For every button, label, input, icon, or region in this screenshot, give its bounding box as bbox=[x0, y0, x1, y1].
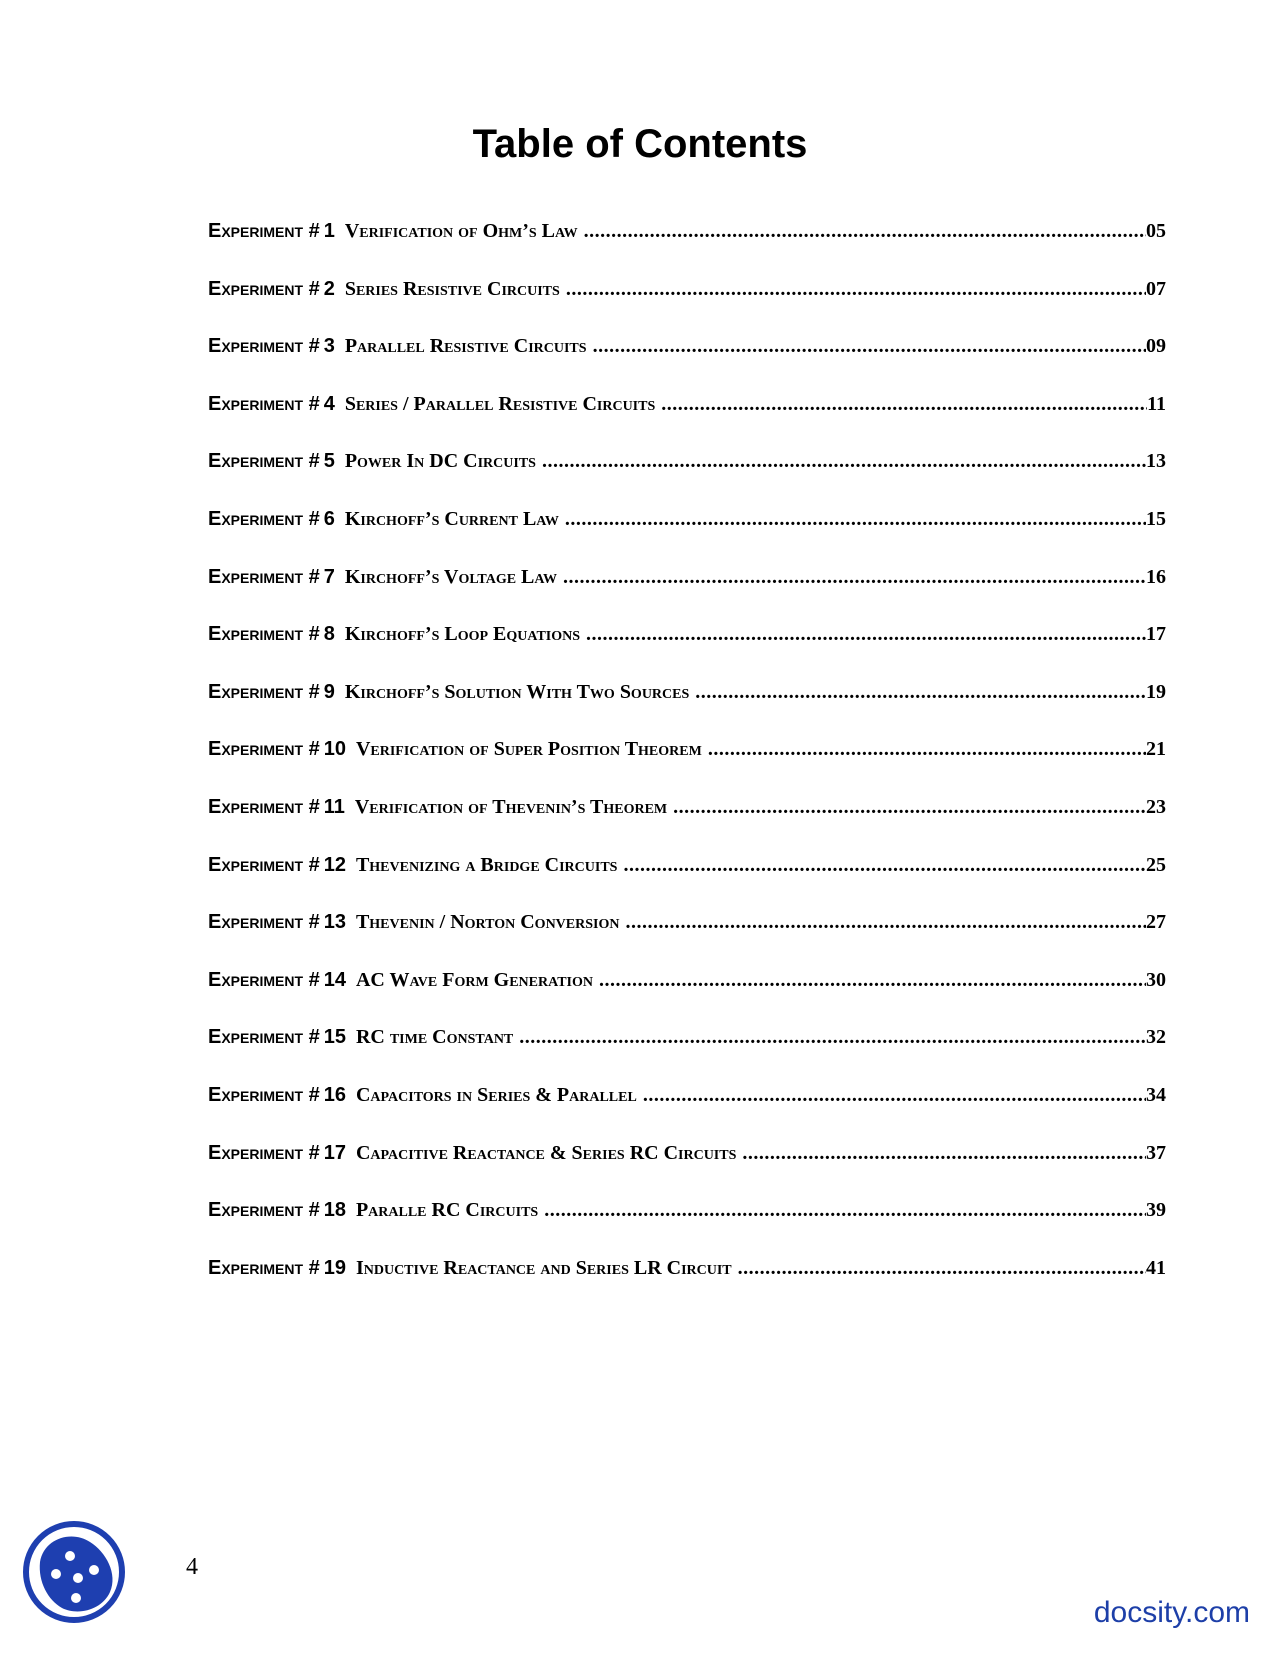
experiment-title: Kirchoff’s Current Law bbox=[344, 507, 559, 530]
dot-leader bbox=[695, 681, 1146, 704]
docsity-logo-icon bbox=[22, 1516, 132, 1626]
table-of-contents bbox=[208, 220, 1166, 1314]
experiment-number: 18 bbox=[323, 1199, 346, 1222]
page-ref: 27 bbox=[1146, 911, 1166, 934]
page-ref: 21 bbox=[1146, 738, 1166, 761]
dot-leader bbox=[565, 508, 1146, 531]
page-ref: 19 bbox=[1146, 680, 1166, 703]
experiment-label bbox=[208, 278, 345, 301]
dot-leader bbox=[738, 1257, 1146, 1280]
experiment-label bbox=[208, 1257, 356, 1280]
experiment-label bbox=[208, 911, 356, 934]
page-ref: 32 bbox=[1146, 1026, 1166, 1049]
page-ref: 17 bbox=[1146, 623, 1166, 646]
experiment-prefix: Experiment # bbox=[208, 1083, 320, 1106]
dot-leader bbox=[586, 623, 1146, 646]
experiment-prefix: Experiment # bbox=[208, 853, 320, 876]
dot-leader bbox=[563, 566, 1146, 589]
dot-leader bbox=[673, 796, 1146, 819]
experiment-title: Capacitors in Series & Parallel bbox=[355, 1083, 637, 1106]
toc-entry[interactable] bbox=[208, 566, 1166, 624]
toc-entry[interactable] bbox=[208, 796, 1166, 854]
experiment-prefix: Experiment # bbox=[208, 392, 320, 415]
page-ref: 13 bbox=[1146, 450, 1166, 473]
experiment-number: 9 bbox=[323, 680, 335, 703]
experiment-title: Power In DC Circuits bbox=[344, 450, 536, 473]
page-ref: 41 bbox=[1146, 1256, 1166, 1279]
page-ref: 30 bbox=[1146, 968, 1166, 991]
experiment-title: Series Resistive Circuits bbox=[344, 277, 560, 300]
page-number: 4 bbox=[186, 1554, 198, 1580]
experiment-prefix: Experiment # bbox=[208, 795, 320, 818]
experiment-number: 4 bbox=[323, 392, 335, 415]
experiment-prefix: Experiment # bbox=[208, 968, 320, 991]
toc-entry[interactable] bbox=[208, 220, 1166, 278]
page-ref: 07 bbox=[1146, 277, 1166, 300]
experiment-prefix: Experiment # bbox=[208, 565, 320, 588]
toc-entry[interactable] bbox=[208, 1142, 1166, 1200]
experiment-label bbox=[208, 393, 345, 416]
experiment-title: AC Wave Form Generation bbox=[355, 968, 593, 991]
experiment-prefix: Experiment # bbox=[208, 911, 320, 934]
experiment-number: 7 bbox=[323, 565, 335, 588]
experiment-label bbox=[208, 738, 356, 761]
dot-leader bbox=[742, 1142, 1146, 1165]
toc-entry[interactable] bbox=[208, 508, 1166, 566]
experiment-prefix: Experiment # bbox=[208, 1256, 320, 1279]
experiment-number: 6 bbox=[323, 507, 335, 530]
toc-entry[interactable] bbox=[208, 278, 1166, 336]
page-ref: 09 bbox=[1146, 335, 1166, 358]
page-ref: 34 bbox=[1146, 1083, 1166, 1106]
experiment-number: 15 bbox=[323, 1026, 346, 1049]
experiment-label bbox=[208, 623, 345, 646]
experiment-label bbox=[208, 1026, 356, 1049]
dot-leader bbox=[544, 1199, 1146, 1222]
toc-entry[interactable] bbox=[208, 393, 1166, 451]
experiment-number: 5 bbox=[323, 450, 335, 473]
experiment-number: 3 bbox=[323, 335, 335, 358]
page-ref: 05 bbox=[1146, 220, 1166, 242]
experiment-prefix: Experiment # bbox=[208, 335, 320, 358]
experiment-prefix: Experiment # bbox=[208, 1026, 320, 1049]
experiment-prefix: Experiment # bbox=[208, 1199, 320, 1222]
experiment-title: Kirchoff’s Voltage Law bbox=[344, 565, 557, 588]
page-ref: 23 bbox=[1146, 795, 1166, 818]
experiment-prefix: Experiment # bbox=[208, 277, 320, 300]
experiment-prefix: Experiment # bbox=[208, 738, 320, 761]
toc-entry[interactable] bbox=[208, 335, 1166, 393]
page-ref: 37 bbox=[1146, 1141, 1166, 1164]
experiment-title: Thevenizing a Bridge Circuits bbox=[355, 853, 618, 876]
page-ref: 25 bbox=[1146, 853, 1166, 876]
experiment-label bbox=[208, 969, 356, 992]
toc-entry[interactable] bbox=[208, 1026, 1166, 1084]
docsity-brand-text[interactable]: docsity.com bbox=[1093, 1596, 1250, 1629]
experiment-number: 8 bbox=[323, 623, 335, 646]
experiment-title: Kirchoff’s Loop Equations bbox=[344, 623, 581, 646]
experiment-prefix: Experiment # bbox=[208, 1141, 320, 1164]
toc-entry[interactable] bbox=[208, 738, 1166, 796]
experiment-prefix: Experiment # bbox=[208, 623, 320, 646]
dot-leader bbox=[593, 335, 1146, 358]
dot-leader bbox=[542, 450, 1146, 473]
experiment-prefix: Experiment # bbox=[208, 220, 320, 242]
page-title: Table of Contents bbox=[472, 122, 808, 166]
experiment-number: 2 bbox=[323, 277, 335, 300]
experiment-title: Parallel Resistive Circuits bbox=[344, 335, 587, 358]
experiment-label bbox=[208, 450, 345, 473]
dot-leader bbox=[625, 911, 1146, 934]
experiment-number: 13 bbox=[323, 911, 346, 934]
experiment-label bbox=[208, 1142, 356, 1165]
experiment-number: 11 bbox=[323, 795, 345, 818]
toc-entry[interactable] bbox=[208, 1199, 1166, 1257]
toc-entry[interactable] bbox=[208, 1084, 1166, 1142]
page-ref: 39 bbox=[1146, 1199, 1166, 1222]
experiment-number: 17 bbox=[323, 1141, 346, 1164]
page-ref: 11 bbox=[1147, 392, 1166, 415]
experiment-title: Inductive Reactance and Series LR Circuit bbox=[355, 1256, 732, 1279]
experiment-title: Verification of Ohm’s Law bbox=[344, 220, 578, 242]
experiment-number: 14 bbox=[323, 968, 346, 991]
toc-entry[interactable] bbox=[208, 969, 1166, 1027]
experiment-label bbox=[208, 566, 345, 589]
experiment-label bbox=[208, 220, 345, 243]
experiment-label bbox=[208, 1199, 356, 1222]
experiment-label bbox=[208, 508, 345, 531]
experiment-number: 1 bbox=[323, 220, 335, 242]
experiment-title: Thevenin / Norton Conversion bbox=[355, 911, 620, 934]
dot-leader bbox=[566, 278, 1146, 301]
dot-leader bbox=[519, 1026, 1146, 1049]
dot-leader bbox=[623, 854, 1146, 877]
page-ref: 16 bbox=[1146, 565, 1166, 588]
experiment-number: 16 bbox=[323, 1083, 346, 1106]
toc-entry[interactable] bbox=[208, 623, 1166, 681]
experiment-number: 10 bbox=[323, 738, 346, 761]
experiment-title: Series / Parallel Resistive Circuits bbox=[344, 392, 656, 415]
experiment-title: Paralle RC Circuits bbox=[355, 1199, 539, 1222]
experiment-title: Kirchoff’s Solution With Two Sources bbox=[344, 680, 690, 703]
experiment-title: Verification of Super Position Theorem bbox=[355, 738, 702, 761]
experiment-label bbox=[208, 1084, 356, 1107]
dot-leader bbox=[599, 969, 1146, 992]
experiment-label bbox=[208, 335, 345, 358]
experiment-prefix: Experiment # bbox=[208, 450, 320, 473]
toc-entry[interactable] bbox=[208, 681, 1166, 739]
experiment-title: Capacitive Reactance & Series RC Circuits bbox=[355, 1141, 737, 1164]
dot-leader bbox=[643, 1084, 1146, 1107]
dot-leader bbox=[708, 738, 1146, 761]
page-ref: 15 bbox=[1146, 507, 1166, 530]
experiment-label bbox=[208, 796, 355, 819]
experiment-number: 19 bbox=[323, 1256, 346, 1279]
experiment-number: 12 bbox=[323, 853, 346, 876]
dot-leader bbox=[584, 220, 1146, 243]
toc-entry[interactable] bbox=[208, 911, 1166, 969]
dot-leader bbox=[661, 393, 1147, 416]
toc-entry[interactable] bbox=[208, 854, 1166, 912]
toc-entry[interactable] bbox=[208, 450, 1166, 508]
experiment-title: Verification of Thevenin’s Theorem bbox=[354, 795, 668, 818]
experiment-prefix: Experiment # bbox=[208, 680, 320, 703]
experiment-title: RC time Constant bbox=[355, 1026, 514, 1049]
experiment-prefix: Experiment # bbox=[208, 507, 320, 530]
experiment-label bbox=[208, 854, 356, 877]
experiment-label bbox=[208, 681, 345, 704]
toc-entry[interactable] bbox=[208, 1257, 1166, 1315]
